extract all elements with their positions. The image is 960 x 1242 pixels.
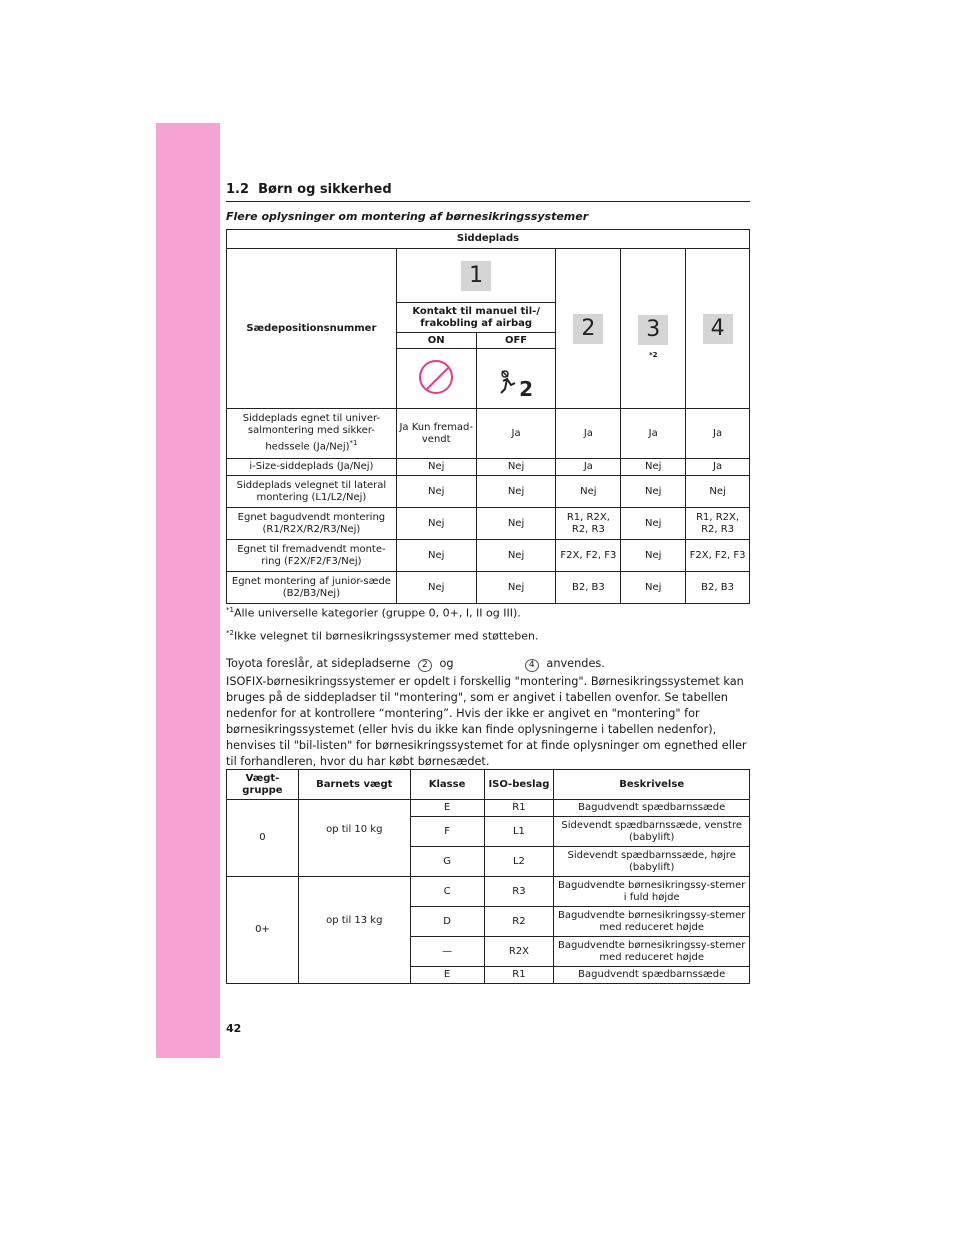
seat-3-value	[621, 572, 686, 604]
iso-fixture-cell: L1	[484, 817, 554, 847]
iso-table-header-cell: Beskrivelse	[554, 770, 750, 800]
seat-3-value-text: Ja	[648, 427, 658, 439]
description-cell: Bagudvendte børnesikringssy-stemer med reduceret højde	[554, 937, 750, 967]
seat-1-off-value-text: Ja	[511, 427, 521, 439]
seat-1-on-value	[396, 508, 476, 540]
footnote-2-mark: *2	[226, 629, 234, 637]
row-label-text: Egnet til fremadvendt monte-ring (F2X/F2/F3/Nej)	[237, 543, 386, 567]
seat-3-value-text: Nej	[645, 517, 662, 529]
seat-3-value-text: Nej	[645, 461, 662, 472]
seat-1-on-value	[396, 572, 476, 604]
seat-1-off-value	[476, 508, 556, 540]
seat-table-row	[227, 572, 750, 604]
seat-4-value	[686, 476, 750, 508]
recommendation-paragraph	[226, 656, 756, 672]
seat-2-value	[556, 572, 621, 604]
iso-fixture-cell: R1	[484, 967, 554, 984]
class-cell: G	[410, 847, 484, 877]
row-label	[227, 540, 397, 572]
airbag-off-icon-digit: 2	[519, 376, 533, 401]
seat-4-value-text: Ja	[713, 461, 723, 472]
description-cell: Sidevendt spædbarnssæde, højre (babylift)	[554, 847, 750, 877]
seat-1-on-value	[396, 459, 476, 476]
seat-4-value-text: R1, R2X, R2, R3	[696, 511, 740, 535]
seat-2-value-text: F2X, F2, F3	[560, 549, 617, 561]
seat-number-4-icon: 4	[703, 314, 733, 344]
row-label-footnote-mark: *1	[349, 439, 358, 448]
seat-4-cell	[686, 249, 750, 409]
seat-1-off-value	[476, 409, 556, 459]
seat-3-value	[621, 459, 686, 476]
seat-1-off-value-text: Nej	[507, 581, 525, 593]
recommendation-text-mid: og	[439, 657, 454, 670]
seat-4-circle-icon: 4	[525, 659, 539, 672]
description-cell: Bagudvendt spædbarnssæde	[554, 800, 750, 817]
seat-1-on-value	[396, 476, 476, 508]
footnote-1-text: Alle universelle kategorier (gruppe 0, 0+, I, II og III).	[233, 606, 521, 620]
seat-2-circle-icon: 2	[418, 659, 432, 672]
seat-1-off-value-text: Nej	[507, 549, 525, 561]
child-weight-cell: op til 13 kg	[298, 877, 410, 984]
seat-table-header: Siddeplads	[227, 230, 750, 249]
seat-1-on-value-text: Nej	[428, 461, 445, 472]
row-label	[227, 572, 397, 604]
seat-2-value-text: R1, R2X, R2, R3	[566, 511, 610, 535]
seat-1-cell	[396, 249, 556, 303]
airbag-on-child-seat-icon	[419, 360, 453, 394]
seat-1-on-value	[396, 540, 476, 572]
footnote-1-mark: *1	[226, 606, 234, 614]
chapter-side-tab	[156, 123, 220, 1058]
seat-1-off-value-text: Nej	[507, 517, 525, 529]
seat-table-row	[227, 459, 750, 476]
description-cell: Sidevendt spædbarnssæde, venstre (babylift)	[554, 817, 750, 847]
seat-2-value-text: B2, B3	[571, 581, 605, 593]
footnote-2-text: Ikke velegnet til børnesikringssystemer med støtteben.	[233, 629, 539, 643]
iso-fixture-cell: L2	[484, 847, 554, 877]
seat-2-value	[556, 476, 621, 508]
child-weight-cell: op til 10 kg	[298, 800, 410, 877]
seat-1-off-value	[476, 459, 556, 476]
airbag-off-icon	[496, 359, 536, 401]
class-cell: —	[410, 937, 484, 967]
description-cell: Bagudvendt spædbarnssæde	[554, 967, 750, 984]
footnote-2	[226, 629, 538, 643]
airbag-off-icon-cell	[476, 349, 556, 409]
seat-3-cell	[621, 249, 686, 409]
seat-table-row	[227, 476, 750, 508]
seat-1-off-value-text: Nej	[507, 461, 525, 472]
seat-1-off-value	[476, 540, 556, 572]
seat-2-cell	[556, 249, 621, 409]
seat-3-value	[621, 476, 686, 508]
seat-2-value-text: Ja	[583, 461, 593, 472]
seat-3-value-text: Nej	[645, 581, 662, 593]
seat-position-table	[226, 229, 750, 604]
iso-table-header-cell: Klasse	[410, 770, 484, 800]
row-label-text: Siddeplads egnet til univer-salmontering med sikker-hedssele (Ja/Nej)	[242, 413, 381, 453]
description-cell: Bagudvendte børnesikringssy-stemer med reduceret højde	[554, 907, 750, 937]
seat-4-value	[686, 508, 750, 540]
seat-number-2-icon: 2	[573, 314, 603, 344]
section-number: 1.2	[226, 182, 250, 197]
airbag-on-label: ON	[396, 333, 476, 349]
seat-3-value-text: Nej	[645, 549, 662, 561]
airbag-switch-header: Kontakt til manuel til-/ frakobling af airbag	[396, 303, 556, 333]
weight-group-cell: 0+	[227, 877, 299, 984]
seat-1-on-value	[396, 409, 476, 459]
seat-4-value-text: B2, B3	[701, 581, 734, 593]
seat-3-value	[621, 540, 686, 572]
seat-4-value-text: Ja	[713, 427, 723, 439]
seat-1-on-value-text: Nej	[428, 517, 445, 529]
iso-table-row	[227, 877, 750, 907]
seat-1-on-value-text: Nej	[428, 581, 445, 593]
seat-4-value	[686, 459, 750, 476]
description-cell: Bagudvendte børnesikringssy-stemer i fuld højde	[554, 877, 750, 907]
seat-4-value	[686, 572, 750, 604]
class-cell: E	[410, 800, 484, 817]
class-cell: E	[410, 967, 484, 984]
row-label-text: Siddeplads velegnet til lateral montering (L1/L2/Nej)	[236, 479, 387, 503]
page-number: 42	[226, 1022, 242, 1035]
seat-1-on-value-text: Nej	[428, 549, 445, 561]
row-label	[227, 459, 397, 476]
row-label-text: i-Size-siddeplads (Ja/Nej)	[249, 461, 374, 472]
seat-table-row	[227, 508, 750, 540]
sub-title: Flere oplysninger om montering af børnesikringssystemer	[226, 210, 589, 223]
footnote-1	[226, 606, 521, 620]
seat-table-row	[227, 540, 750, 572]
isofix-size-table	[226, 769, 750, 984]
seat-3-value	[621, 508, 686, 540]
airbag-off-label: OFF	[476, 333, 556, 349]
iso-table-header-cell: ISO-beslag	[484, 770, 554, 800]
iso-table-header-cell: Vægt-gruppe	[227, 770, 299, 800]
iso-fixture-cell: R2X	[484, 937, 554, 967]
seat-2-value	[556, 459, 621, 476]
seat-4-value	[686, 540, 750, 572]
iso-fixture-cell: R2	[484, 907, 554, 937]
seat-4-value	[686, 409, 750, 459]
class-cell: C	[410, 877, 484, 907]
seat-number-label: Sædepositionsnummer	[227, 249, 397, 409]
row-label-text: Egnet montering af junior-sæde (B2/B3/Nej)	[231, 575, 391, 599]
seat-number-3-icon: 3	[638, 315, 668, 345]
seat-2-value-text: Ja	[583, 427, 593, 439]
seat-3-value	[621, 409, 686, 459]
seat-2-value	[556, 540, 621, 572]
seat-3-value-text: Nej	[645, 485, 662, 497]
seat-table-row	[227, 409, 750, 459]
seat-3-footnote-mark: *2	[648, 351, 658, 359]
recommendation-text-end: anvendes.	[546, 657, 605, 670]
iso-table-header-cell: Barnets vægt	[298, 770, 410, 800]
class-cell: D	[410, 907, 484, 937]
isofix-paragraph: ISOFIX-børnesikringssystemer er opdelt i forskellig "montering". Børnesikringssystemet kan bruges på de siddepladser til "montering", som er angivet i tabellen ovenfor. Se tabellen nedenfor for at kontrollere “montering”. Hvis der ikke er angivet en "montering" for børnesikringssystemet (eller hvis du ikke kan finde oplysningerne i tabellen nedenfor), henvises til "bil-listen" for børnesikringssystemet for at finde oplysninger om egnethed eller til forhandleren, hvor du har købt børnesædet.	[226, 675, 747, 768]
seat-2-value-text: Nej	[580, 485, 597, 497]
seat-number-1-icon: 1	[461, 261, 491, 291]
class-cell: F	[410, 817, 484, 847]
seat-2-value	[556, 409, 621, 459]
row-label	[227, 409, 397, 459]
iso-fixture-cell: R3	[484, 877, 554, 907]
airbag-off-person-icon	[499, 369, 519, 395]
section-title: Børn og sikkerhed	[258, 182, 392, 197]
row-label-text: Egnet bagudvendt montering (R1/R2X/R2/R3/Nej)	[237, 511, 386, 535]
row-label	[227, 508, 397, 540]
row-label	[227, 476, 397, 508]
section-header	[226, 178, 750, 202]
seat-2-value	[556, 508, 621, 540]
iso-table-row	[227, 800, 750, 817]
seat-4-value-text: F2X, F2, F3	[689, 549, 746, 561]
seat-1-off-value	[476, 476, 556, 508]
iso-fixture-cell: R1	[484, 800, 554, 817]
seat-1-on-value-text: Ja Kun fremad-vendt	[399, 421, 474, 445]
recommendation-text-start: Toyota foreslår, at sidepladserne	[226, 657, 411, 670]
seat-1-on-value-text: Nej	[428, 485, 445, 497]
seat-1-off-value	[476, 572, 556, 604]
seat-4-value-text: Nej	[709, 485, 726, 497]
seat-1-off-value-text: Nej	[507, 485, 525, 497]
weight-group-cell: 0	[227, 800, 299, 877]
airbag-on-icon-cell	[396, 349, 476, 409]
